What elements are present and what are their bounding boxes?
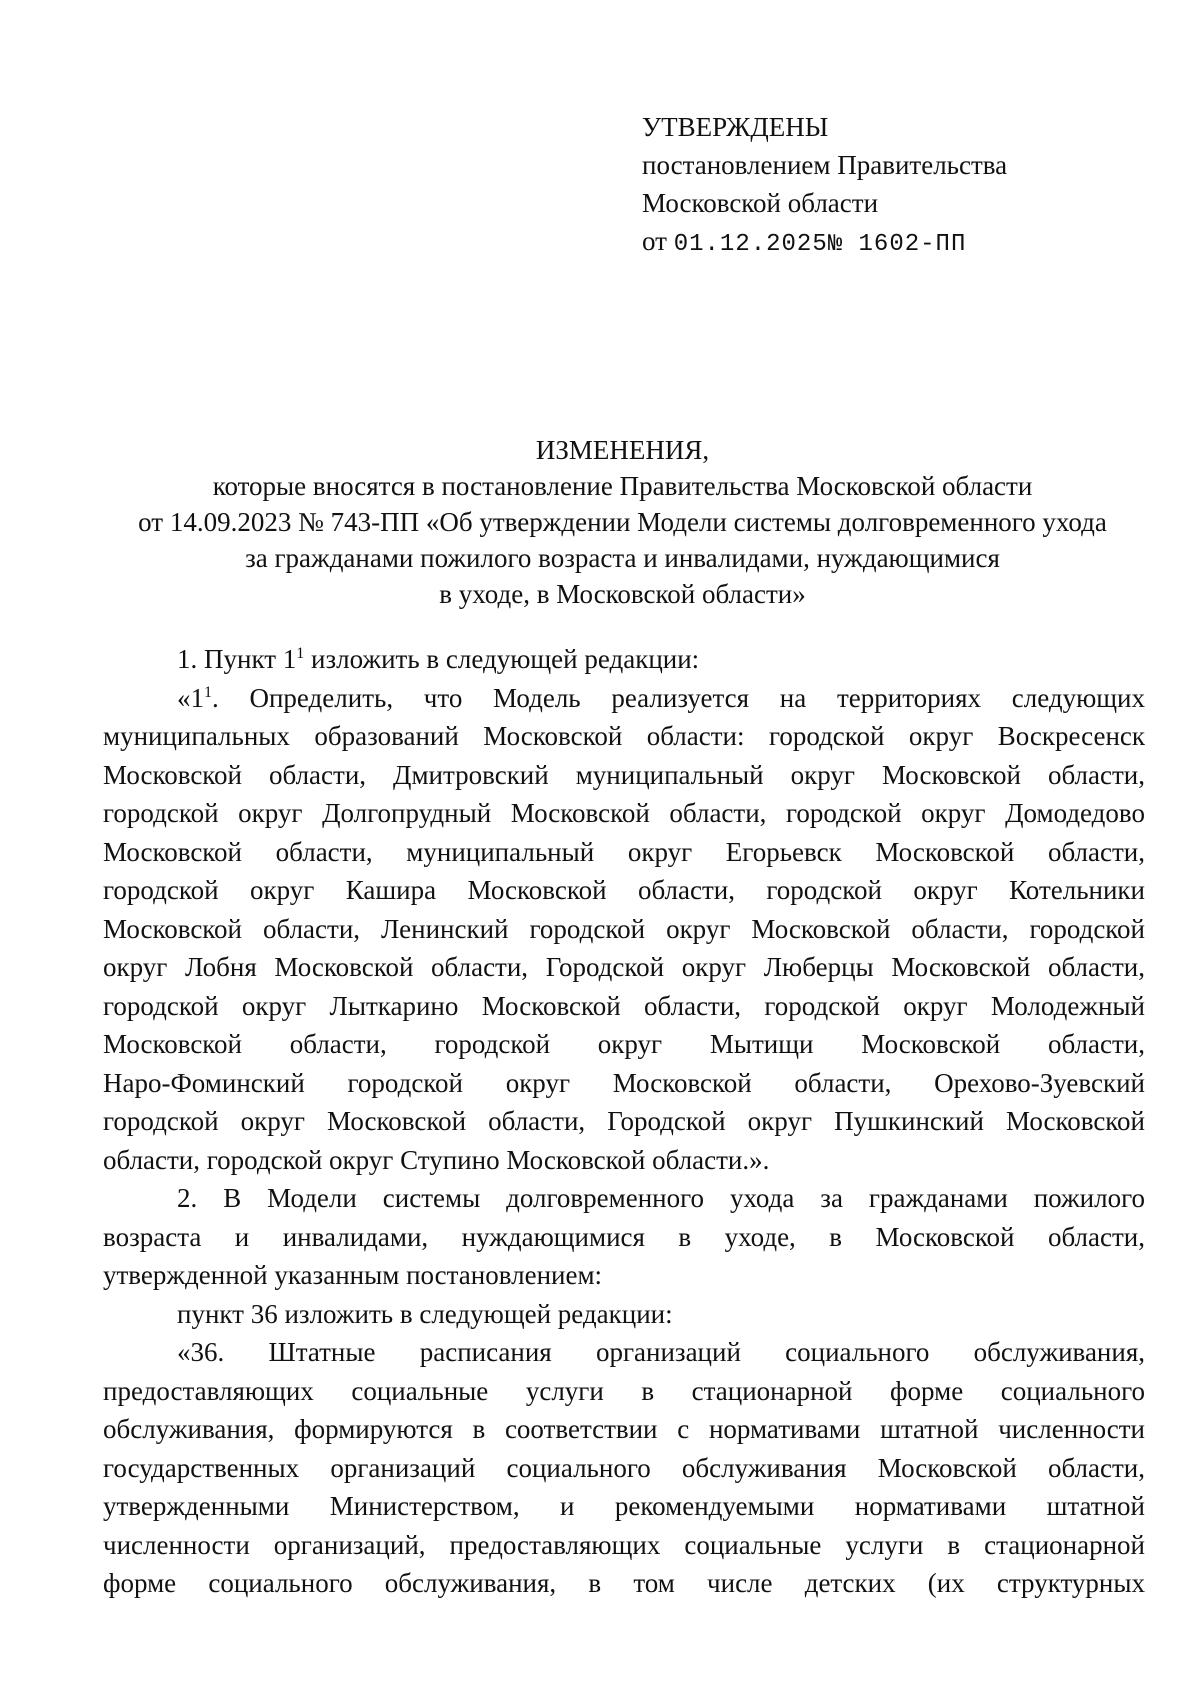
paragraph-2-line: Московской области, Ленинский городской округ Московской области, городской [103,913,1145,944]
paragraph-2-line: городской округ Лыткарино Московской области, городской округ Молодежный [103,990,1145,1021]
title-line-3: за гражданами пожилого возраста и инвалидами, нуждающимися [245,543,1000,573]
paragraph-2-line: округ Лобня Московской области, Городской округ Люберцы Московской области, [103,952,1145,982]
paragraph-3-line: 2. В Модели системы долговременного ухода за гражданами пожилого [177,1183,1145,1213]
paragraph-2-line: Московской области, муниципальный округ Егорьевск Московской области, [103,836,1145,867]
paragraph-2-line: городской округ Московской области, Городской округ Пушкинский Московской [103,1106,1145,1136]
title-line-1: которые вносятся в постановление Правительства Московской области [212,471,1033,501]
paragraph-2-line: Наро-Фоминский городской округ Московской области, Орехово-Зуевский [103,1067,1145,1098]
paragraph-1-text-b: изложить в следующей редакции: [304,644,700,674]
paragraph-4-line: пункт 36 изложить в следующей редакции: [177,1298,673,1329]
paragraph-2-last-line: области, городской округ Ступино Московской области.». [103,1144,770,1175]
approved-date-line [642,222,1007,264]
paragraph-1-text-a: 1. Пункт 1 [177,644,297,674]
paragraph-2-first-line [103,679,1145,718]
paragraph-3 [103,1179,1145,1295]
paragraph-2-line: Московской области, городской округ Мытищи Московской области, [103,1029,1145,1059]
title-line-2: от 14.09.2023 № 743-ПП «Об утверждении Модели системы долговременного ухода [138,507,1107,537]
paragraph-5-line: численности организаций, предоставляющих социальные услуги в стационарной [103,1529,1145,1560]
approved-heading: УТВЕРЖДЕНЫ [642,112,829,142]
paragraph-4 [103,1295,1145,1334]
approved-line-2: Московской области [642,188,879,218]
document-title [100,432,1145,612]
approval-stamp-block [642,108,1007,264]
paragraph-1-line [103,640,1145,679]
document-body [103,640,1145,1603]
title-heading: ИЗМЕНЕНИЯ, [535,435,710,465]
paragraph-5-line: обслуживания, формируются в соответствии с нормативами штатной численности [103,1414,1145,1444]
paragraph-2-line: Московской области, Дмитровский муниципальный округ Московской области, [103,759,1145,790]
paragraph-2-text-a: «1 [177,682,204,713]
paragraph-5-line: утвержденными Министерством, и рекомендуемыми нормативами штатной [103,1491,1145,1521]
paragraph-5-line: предоставляющих социальные услуги в стационарной форме социального [103,1375,1145,1406]
paragraph-5-line: государственных организаций социального обслуживания Московской области, [103,1452,1145,1483]
paragraph-3-last-line: утвержденной указанным постановлением: [103,1260,603,1290]
approved-date-prefix: от [642,226,667,256]
paragraph-1 [103,640,1145,679]
paragraph-5-line: форме социального обслуживания, в том числе детских (их структурных [103,1568,1145,1598]
paragraph-3-line: возраста и инвалидами, нуждающимися в уходе, в Московской области, [103,1221,1145,1252]
paragraph-2-line: городской округ Кашира Московской области, городской округ Котельники [103,875,1145,905]
paragraph-5-line: «36. Штатные расписания организаций социального обслуживания, [177,1337,1145,1367]
approved-date-number: 01.12.2025№ 1602-ПП [673,231,967,258]
paragraph-2-line: городской округ Долгопрудный Московской области, городской округ Домодедово [103,798,1145,828]
approved-line-1: постановлением Правительства [642,150,1008,180]
paragraph-2-text-b: . Определить, что Модель реализуется на территориях следующих [212,682,1145,713]
paragraph-1-superscript: 1 [296,645,305,662]
paragraph-2 [103,679,1145,1180]
paragraph-2-superscript: 1 [204,683,212,701]
paragraph-2-line: муниципальных образований Московской области: городской округ Воскресенск [103,721,1145,751]
paragraph-5 [103,1333,1145,1603]
title-line-4: в уходе, в Московской области» [439,579,806,609]
